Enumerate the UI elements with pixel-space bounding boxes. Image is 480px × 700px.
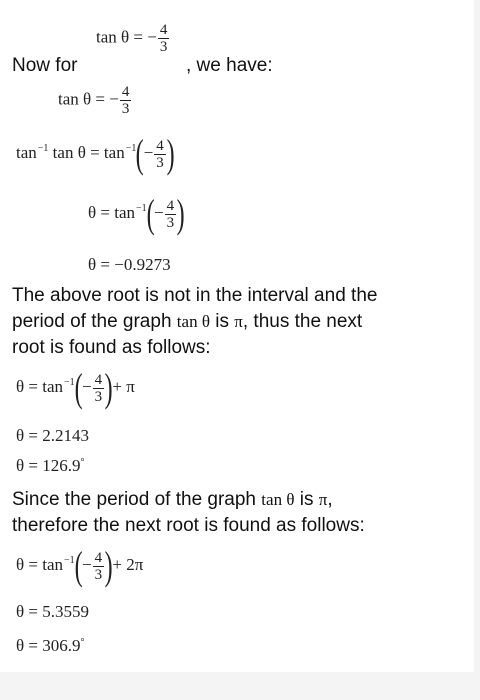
equation-4: θ = −0.9273	[88, 255, 171, 274]
para2-line1	[12, 487, 468, 513]
paragraph-2	[12, 487, 468, 539]
equation-9: θ = 5.3559	[16, 602, 89, 621]
equation-6: θ = 2.2143	[16, 426, 89, 445]
eq5-numerator: 4	[94, 371, 103, 388]
eq3-left-paren: (	[146, 191, 155, 236]
eq2-right-paren: )	[166, 131, 175, 176]
eq3-inverse: −1	[136, 202, 147, 214]
eq8-right-paren: )	[104, 543, 113, 588]
eq5-tail: + π	[112, 376, 135, 396]
equation-5	[16, 365, 135, 410]
eq1-lhs: tan θ = −	[58, 89, 119, 109]
intro-lhs: tan θ = −	[96, 27, 157, 47]
equation-7	[16, 456, 84, 476]
intro-fraction	[158, 22, 170, 55]
eq2-fraction	[154, 138, 166, 171]
eq5-denominator: 3	[94, 388, 103, 405]
eq5-fraction	[93, 372, 105, 405]
para2-pi: π	[318, 490, 328, 509]
eq5-minus: −	[81, 376, 92, 396]
equation-1	[58, 84, 132, 117]
intro-we-have: , we have:	[186, 55, 273, 76]
para1-line2b: is	[215, 311, 229, 332]
equation-8	[16, 543, 144, 588]
para2-line1c: ,	[327, 489, 333, 510]
para1-fn: tan θ	[176, 312, 210, 331]
eq2-lhs: tan	[16, 142, 37, 162]
eq5-inverse: −1	[64, 376, 75, 388]
eq8-tail: + 2π	[112, 554, 144, 574]
para1-pi: π	[234, 312, 243, 331]
intro-now-for: Now for	[12, 55, 78, 76]
eq3-fraction	[165, 198, 177, 231]
eq5-lhs: θ = tan	[16, 376, 63, 396]
eq3-minus: −	[153, 202, 164, 222]
para1-line2	[12, 309, 468, 335]
eq5-right-paren: )	[104, 365, 113, 410]
eq2-numerator: 4	[156, 137, 164, 154]
eq3-denominator: 3	[166, 214, 175, 231]
eq10-text: θ = 306.9	[16, 636, 81, 655]
para2-line1b: is	[299, 489, 314, 510]
para1-line2c: , thus the next	[242, 311, 363, 332]
intro-denominator: 3	[159, 39, 168, 55]
eq1-numerator: 4	[121, 84, 130, 100]
eq8-left-paren: (	[74, 543, 83, 588]
eq8-fraction	[93, 550, 105, 583]
eq2-denominator: 3	[156, 154, 164, 171]
eq2-mid: tan θ = tan	[52, 142, 125, 162]
intro-numerator: 4	[159, 22, 168, 38]
para2-line2: therefore the next root is found as follows:	[12, 515, 365, 536]
para1-line3: root is found as follows:	[12, 337, 211, 358]
equation-3	[88, 191, 185, 236]
eq2-minus: −	[143, 142, 154, 162]
para1-line1: The above root is not in the interval and the	[12, 285, 378, 306]
eq7-degree: °	[80, 457, 85, 468]
eq8-denominator: 3	[94, 566, 103, 583]
eq7-text: θ = 126.9	[16, 456, 81, 475]
eq1-denominator: 3	[121, 101, 130, 117]
equation-10	[16, 636, 84, 656]
eq3-numerator: 4	[166, 197, 175, 214]
paragraph-1	[12, 283, 468, 361]
eq8-minus: −	[81, 554, 92, 574]
equation-2	[16, 131, 175, 176]
eq8-inverse: −1	[64, 554, 75, 566]
eq2-inverse: −1	[37, 142, 49, 154]
eq2-left-paren: (	[136, 131, 145, 176]
eq8-lhs: θ = tan	[16, 554, 63, 574]
eq8-numerator: 4	[94, 549, 103, 566]
para2-fn: tan θ	[261, 490, 295, 509]
intro-equation	[96, 22, 170, 55]
eq5-left-paren: (	[74, 365, 83, 410]
para2-line1a: Since the period of the graph	[12, 489, 257, 510]
eq3-lhs: θ = tan	[88, 202, 135, 222]
eq10-degree: °	[80, 637, 85, 648]
eq3-right-paren: )	[176, 191, 185, 236]
eq1-fraction	[120, 84, 132, 117]
eq2-inverse-2: −1	[125, 142, 137, 154]
para1-line2a: period of the graph	[12, 311, 172, 332]
